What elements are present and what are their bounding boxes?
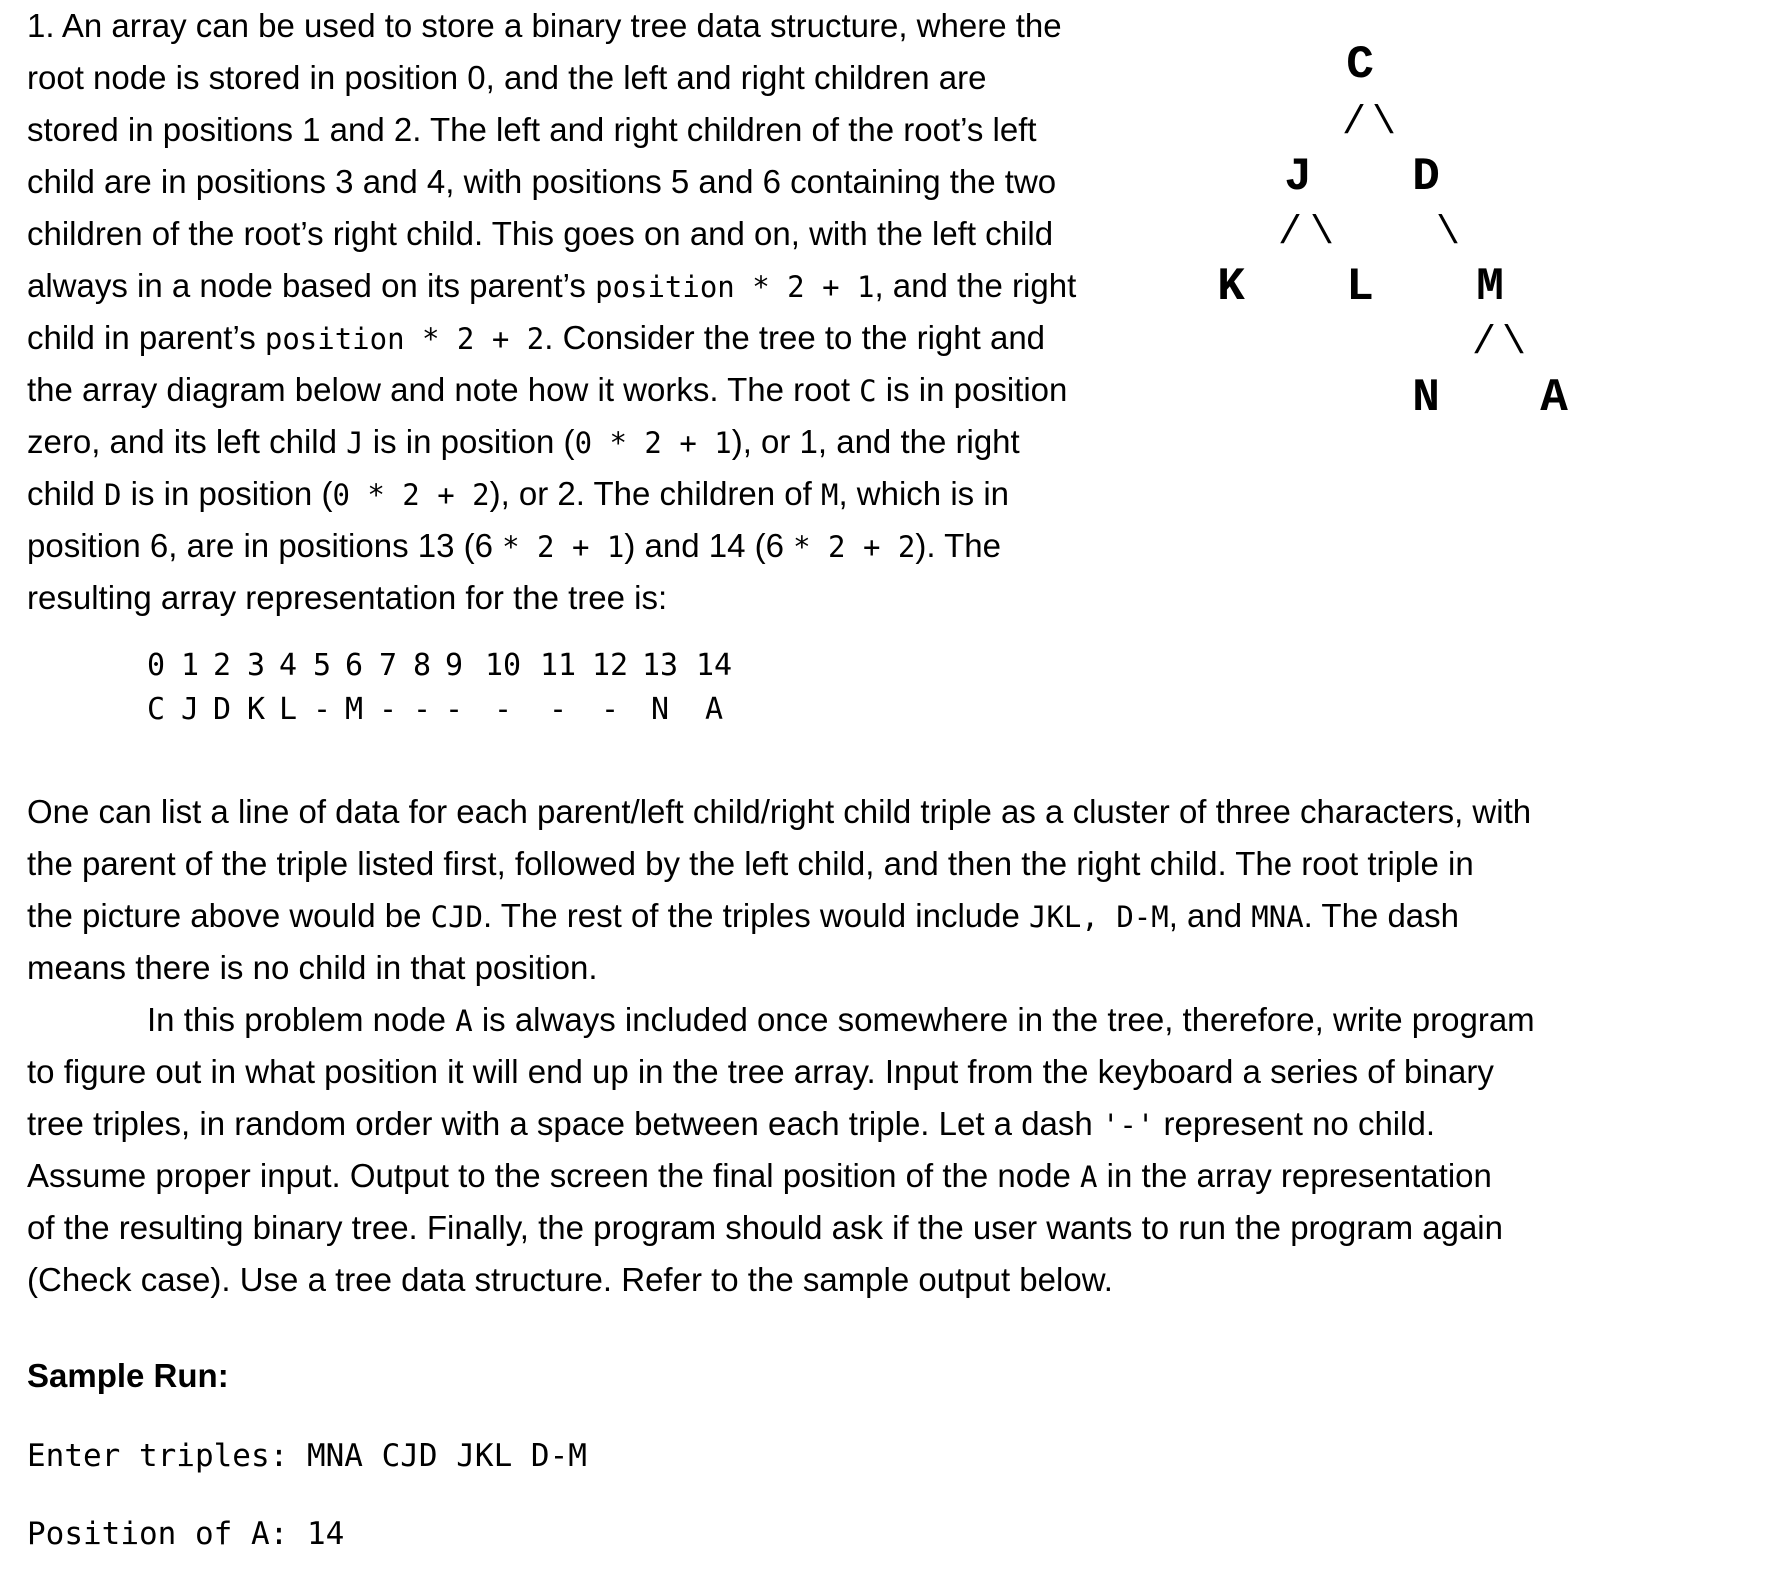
explanation-text: the parent of the triple listed first, followed by the left child, and then the right child. The root triple in [27, 845, 1474, 882]
problem-line [27, 260, 1137, 312]
explanation-line [27, 1254, 1747, 1306]
tree-node-a: A [1540, 372, 1568, 424]
array-value-cell: - [378, 692, 398, 727]
problem-code-text: * 2 + 1 [502, 530, 625, 564]
array-index-cell: 14 [695, 648, 733, 683]
explanation-line [27, 942, 1747, 994]
explanation-text: means there is no child in that position. [27, 949, 598, 986]
array-value-cell: - [548, 692, 568, 727]
array-index-cell: 7 [378, 648, 398, 683]
tree-edge-j-l: \ [1310, 211, 1335, 256]
array-value-cell: - [493, 692, 513, 727]
sample-output-line: Position of A: 14 [27, 1516, 345, 1552]
problem-text: child [27, 475, 105, 512]
binary-tree-diagram [1170, 40, 1610, 480]
tree-node-d: D [1412, 151, 1440, 203]
array-value-cell: L [278, 692, 298, 727]
explanation-text: In this problem node [147, 1001, 456, 1038]
problem-line [27, 0, 1137, 52]
tree-node-l: L [1346, 261, 1374, 313]
tree-edge-c-j: / [1342, 101, 1367, 146]
problem-text: position 6, are in positions 13 (6 [27, 527, 503, 564]
array-value-cell: M [344, 692, 364, 727]
array-index-cell: 5 [312, 648, 332, 683]
explanation-line [27, 838, 1747, 890]
explanation-line [27, 890, 1747, 942]
tree-node-c: C [1346, 39, 1374, 91]
problem-line [27, 572, 1137, 624]
problem-text: ) and 14 (6 [624, 527, 794, 564]
array-value-cell: - [600, 692, 620, 727]
problem-text: ). The [915, 527, 1001, 564]
explanation-code-text: A [1080, 1160, 1098, 1194]
tree-edge-j-k: / [1278, 211, 1303, 256]
array-index-cell: 8 [412, 648, 432, 683]
problem-text: always in a node based on its parent’s [27, 267, 596, 304]
problem-text: zero, and its left child [27, 423, 347, 460]
array-index-cell: 9 [444, 648, 464, 683]
tree-edge-c-d: \ [1372, 101, 1397, 146]
array-value-cell: D [212, 692, 232, 727]
problem-statement [27, 0, 1137, 624]
tree-node-m: M [1476, 261, 1504, 313]
array-value-cell: - [444, 692, 464, 727]
problem-text: children of the root’s right child. This goes on and on, with the left child [27, 215, 1054, 252]
problem-text: ), or 1, and the right [731, 423, 1020, 460]
tree-node-n: N [1412, 372, 1440, 424]
array-value-cell: - [312, 692, 332, 727]
problem-text: root node is stored in position 0, and the left and right children are [27, 59, 987, 96]
explanation-text: the picture above would be [27, 897, 431, 934]
explanation-code-text: A [455, 1004, 473, 1038]
explanation-line [27, 1150, 1747, 1202]
problem-text: is in position ( [121, 475, 333, 512]
problem-line [27, 416, 1137, 468]
explanation-line [27, 786, 1747, 838]
tree-edge-m-a: \ [1502, 321, 1527, 366]
problem-line [27, 364, 1137, 416]
array-value-cell: C [146, 692, 166, 727]
array-value-cell: A [704, 692, 724, 727]
tree-edge-d-m: \ [1436, 211, 1461, 256]
problem-text: 1. An array can be used to store a binary tree data structure, where the [27, 7, 1062, 44]
problem-text: . Consider the tree to the right and [544, 319, 1046, 356]
explanation-text: Assume proper input. Output to the screen the final position of the node [27, 1157, 1080, 1194]
tree-node-j: J [1284, 151, 1312, 203]
problem-line [27, 52, 1137, 104]
explanation-text: . The dash [1303, 897, 1460, 934]
problem-line [27, 156, 1137, 208]
problem-code-text: position * 2 + 2 [264, 322, 545, 356]
explanation-line [27, 1098, 1747, 1150]
sample-run-heading: Sample Run: [27, 1357, 229, 1394]
problem-code-text: 0 * 2 + 1 [574, 426, 732, 460]
problem-code-text: 0 * 2 + 2 [332, 478, 490, 512]
array-index-cell: 1 [180, 648, 200, 683]
explanation-text: (Check case). Use a tree data structure. Refer to the sample output below. [27, 1261, 1113, 1298]
problem-code-text: position * 2 + 1 [595, 270, 875, 304]
explanation-text: of the resulting binary tree. Finally, the program should ask if the user wants to run the program again [27, 1209, 1503, 1246]
problem-text: child are in positions 3 and 4, with positions 5 and 6 containing the two [27, 163, 1057, 200]
sample-input-line: Enter triples: MNA CJD JKL D-M [27, 1438, 587, 1474]
array-index-cell: 4 [278, 648, 298, 683]
array-value-cell: J [180, 692, 200, 727]
problem-text: is in position [876, 371, 1068, 408]
problem-code-text: J [346, 426, 364, 460]
problem-text: is in position ( [363, 423, 575, 460]
problem-line [27, 104, 1137, 156]
array-index-cell: 13 [641, 648, 679, 683]
problem-text: resulting array representation for the tree is: [27, 579, 668, 616]
problem-text: child in parent’s [27, 319, 265, 356]
problem-text: stored in positions 1 and 2. The left and right children of the root’s left [27, 111, 1037, 148]
array-value-cell: K [246, 692, 266, 727]
problem-code-text: D [104, 478, 122, 512]
array-index-cell: 0 [146, 648, 166, 683]
explanation-line [27, 994, 1747, 1046]
problem-text: , and the right [874, 267, 1077, 304]
array-index-cell: 10 [484, 648, 522, 683]
problem-code-text: * 2 + 2 [793, 530, 916, 564]
explanation-code-text: CJD [430, 900, 483, 934]
array-index-cell: 6 [344, 648, 364, 683]
problem-code-text: C [859, 374, 877, 408]
explanation-text: in the array representation [1097, 1157, 1492, 1194]
explanation-code-text: MNA [1251, 900, 1304, 934]
explanation-text: tree triples, in random order with a space between each triple. Let a dash [27, 1105, 1102, 1142]
tree-edge-m-n: / [1472, 321, 1497, 366]
problem-text: ), or 2. The children of [489, 475, 821, 512]
problem-code-text: M [820, 478, 839, 512]
explanation-code-text: JKL, D-M [1029, 900, 1169, 934]
triples-explanation [27, 786, 1747, 1306]
array-index-cell: 2 [212, 648, 232, 683]
array-value-cell: N [650, 692, 670, 727]
problem-line [27, 208, 1137, 260]
array-index-cell: 3 [246, 648, 266, 683]
explanation-text: to figure out in what position it will end up in the tree array. Input from the keyboard a series of binary [27, 1053, 1494, 1090]
explanation-text: . The rest of the triples would include [483, 897, 1030, 934]
explanation-text: represent no child. [1154, 1105, 1435, 1142]
explanation-line [27, 1046, 1747, 1098]
tree-node-k: K [1217, 261, 1245, 313]
array-value-cell: - [412, 692, 432, 727]
problem-text: , which is in [838, 475, 1010, 512]
problem-line [27, 468, 1137, 520]
explanation-code-text: '-' [1101, 1108, 1155, 1142]
problem-line [27, 520, 1137, 572]
problem-line [27, 312, 1137, 364]
explanation-line [27, 1202, 1747, 1254]
explanation-text: One can list a line of data for each parent/left child/right child triple as a cluster of three characters, with [27, 793, 1532, 830]
explanation-text: , and [1168, 897, 1252, 934]
explanation-text: is always included once somewhere in the tree, therefore, write program [472, 1001, 1535, 1038]
problem-text: the array diagram below and note how it works. The root [27, 371, 860, 408]
array-index-cell: 12 [591, 648, 629, 683]
array-index-cell: 11 [539, 648, 577, 683]
